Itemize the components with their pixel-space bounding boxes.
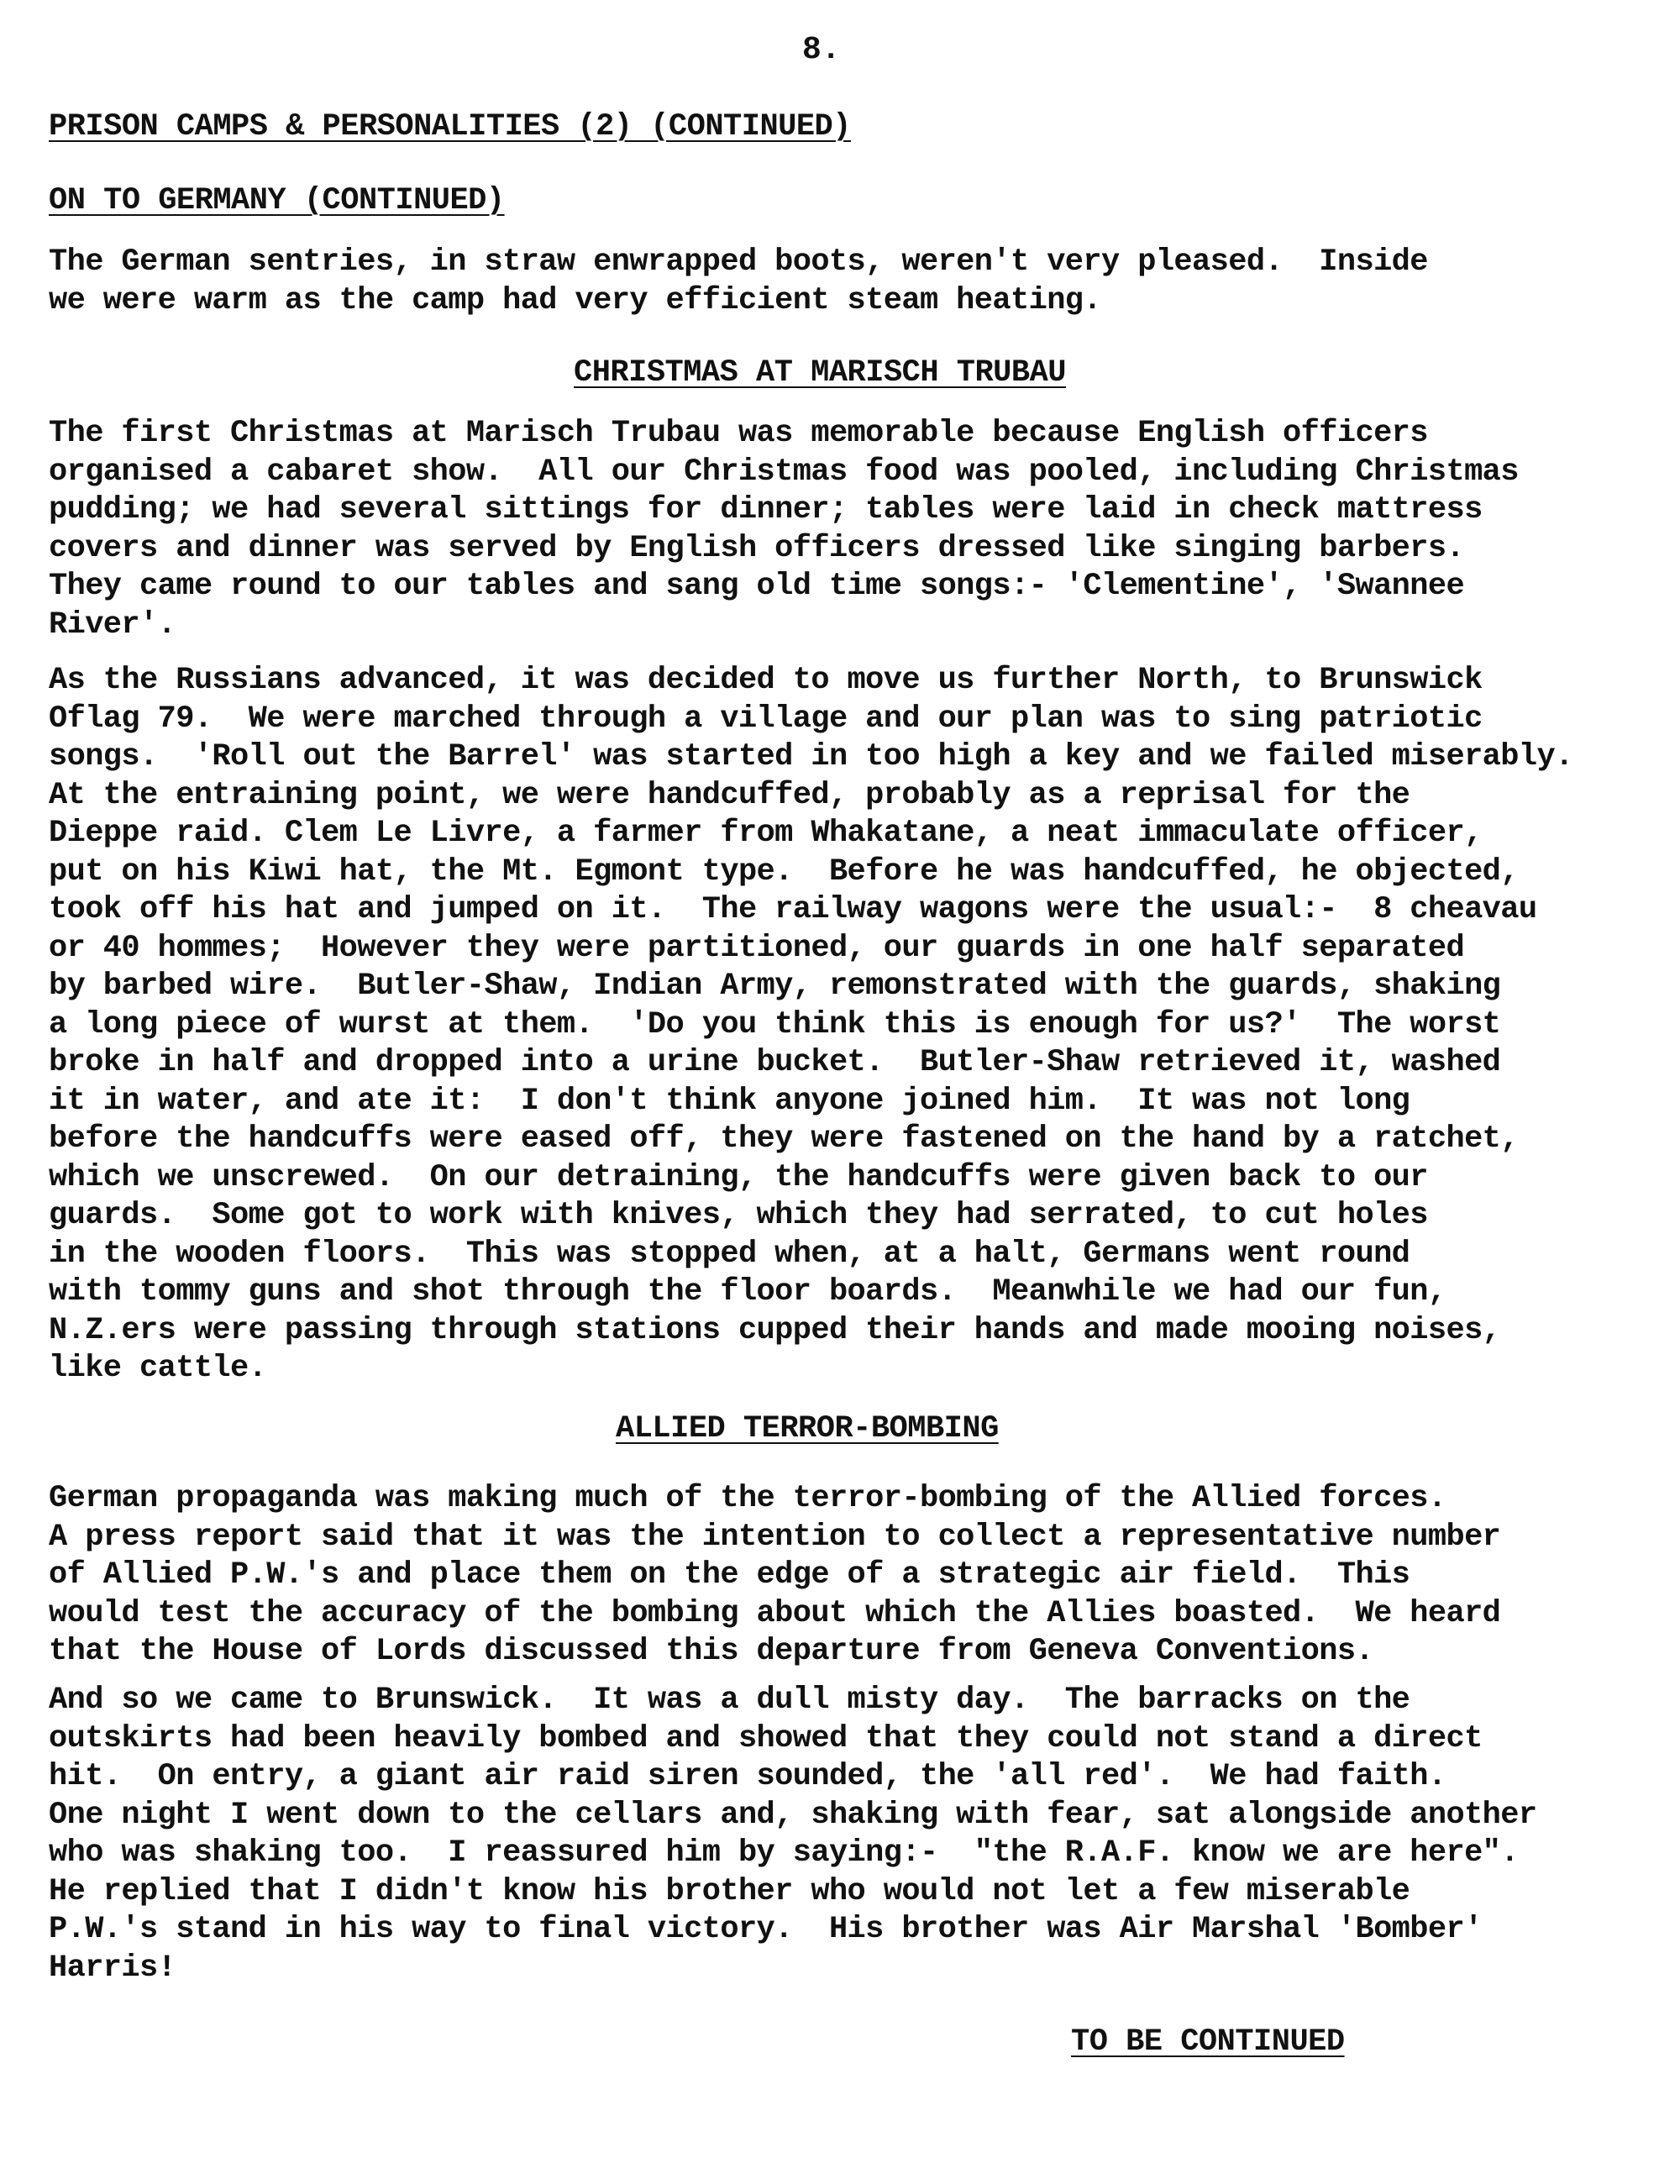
text-line: who was shaking too. I reassured him by saying:- "the R.A.F. know we are here". — [49, 1835, 1519, 1871]
christmas-heading: CHRISTMAS AT MARISCH TRUBAU — [574, 355, 1066, 391]
text-line: a long piece of wurst at them. 'Do you think this is enough for us?' The worst — [49, 1006, 1501, 1042]
text-line: Dieppe raid. Clem Le Livre, a farmer from Whakatane, a neat immaculate officer, — [49, 816, 1483, 851]
text-line: German propaganda was making much of the terror-bombing of the Allied forces. — [49, 1481, 1446, 1516]
text-line: in the wooden floors. This was stopped when, at a halt, Germans went round — [49, 1236, 1410, 1272]
text-line: The German sentries, in straw enwrapped boots, weren't very pleased. Inside — [49, 244, 1428, 280]
text-line: Harris! — [49, 1950, 176, 1986]
text-line: which we unscrewed. On our detraining, the handcuffs were given back to our — [49, 1159, 1428, 1195]
paragraph-propaganda — [49, 1480, 1645, 1672]
text-line: N.Z.ers were passing through stations cupped their hands and made mooing noises, — [49, 1312, 1501, 1348]
text-line: it in water, and ate it: I don't think anyone joined him. It was not long — [49, 1083, 1410, 1119]
text-line: The first Christmas at Marisch Trubau was memorable because English officers — [49, 416, 1428, 451]
paragraph-brunswick-move — [49, 662, 1645, 1389]
text-line: that the House of Lords discussed this departure from Geneva Conventions. — [49, 1634, 1374, 1669]
text-line: pudding; we had several sittings for dinner; tables were laid in check mattress — [49, 492, 1483, 528]
text-line: we were warm as the camp had very efficient steam heating. — [49, 282, 1102, 318]
text-line: would test the accuracy of the bombing about which the Allies boasted. We heard — [49, 1595, 1501, 1631]
text-line: before the handcuffs were eased off, they were fastened on the hand by a ratchet, — [49, 1121, 1519, 1157]
text-line: At the entraining point, we were handcuffed, probably as a reprisal for the — [49, 777, 1410, 813]
text-line: One night I went down to the cellars and, shaking with fear, sat alongside another — [49, 1797, 1537, 1833]
text-line: hit. On entry, a giant air raid siren sounded, the 'all red'. We had faith. — [49, 1759, 1446, 1794]
text-line: took off his hat and jumped on it. The railway wagons were the usual:- 8 cheavau — [49, 892, 1537, 927]
text-line: with tommy guns and shot through the floor boards. Meanwhile we had our fun, — [49, 1274, 1446, 1310]
text-line: or 40 hommes; However they were partitioned, our guards in one half separated — [49, 930, 1465, 966]
text-line: broke in half and dropped into a urine bucket. Butler-Shaw retrieved it, washed — [49, 1045, 1501, 1080]
text-line: P.W.'s stand in his way to final victory. His brother was Air Marshal 'Bomber' — [49, 1912, 1483, 1947]
to-be-continued-note: TO BE CONTINUED — [1071, 2024, 1345, 2060]
text-line: by barbed wire. Butler-Shaw, Indian Army, remonstrated with the guards, shaking — [49, 969, 1501, 1004]
text-line: River'. — [49, 606, 176, 643]
text-line: of Allied P.W.'s and place them on the edge of a strategic air field. This — [49, 1557, 1410, 1593]
paragraph-sentries — [49, 244, 1645, 320]
paragraph-arrival-brunswick — [49, 1682, 1645, 1987]
text-line: guards. Some got to work with knives, which they had serrated, to cut holes — [49, 1198, 1428, 1233]
text-line: Oflag 79. We were marched through a village and our plan was to sing patriotic — [49, 701, 1483, 737]
text-line: And so we came to Brunswick. It was a dull misty day. The barracks on the — [49, 1683, 1410, 1718]
text-line: He replied that I didn't know his brother who would not let a few miserable — [49, 1873, 1410, 1909]
text-line: They came round to our tables and sang old time songs:- 'Clementine', 'Swannee — [49, 569, 1465, 604]
subsection-title: ON TO GERMANY (CONTINUED) — [49, 183, 505, 218]
text-line: songs. 'Roll out the Barrel' was started in too high a key and we failed miserably. — [49, 739, 1573, 774]
text-line: A press report said that it was the intention to collect a representative number — [49, 1519, 1501, 1555]
page-number: 8. — [802, 32, 841, 68]
text-line: organised a cabaret show. All our Christmas food was pooled, including Christmas — [49, 454, 1519, 490]
bombing-heading: ALLIED TERROR-BOMBING — [616, 1411, 999, 1446]
section-title: PRISON CAMPS & PERSONALITIES (2) (CONTINUED) — [49, 109, 851, 144]
text-line: outskirts had been heavily bombed and showed that they could not stand a direct — [49, 1720, 1483, 1756]
text-line: put on his Kiwi hat, the Mt. Egmont type. Before he was handcuffed, he objected, — [49, 853, 1519, 890]
text-line: like cattle. — [49, 1351, 267, 1386]
text-line: As the Russians advanced, it was decided to move us further North, to Brunswick — [49, 663, 1483, 698]
text-line: covers and dinner was served by English officers dressed like singing barbers. — [49, 530, 1465, 566]
paragraph-christmas — [49, 415, 1645, 644]
